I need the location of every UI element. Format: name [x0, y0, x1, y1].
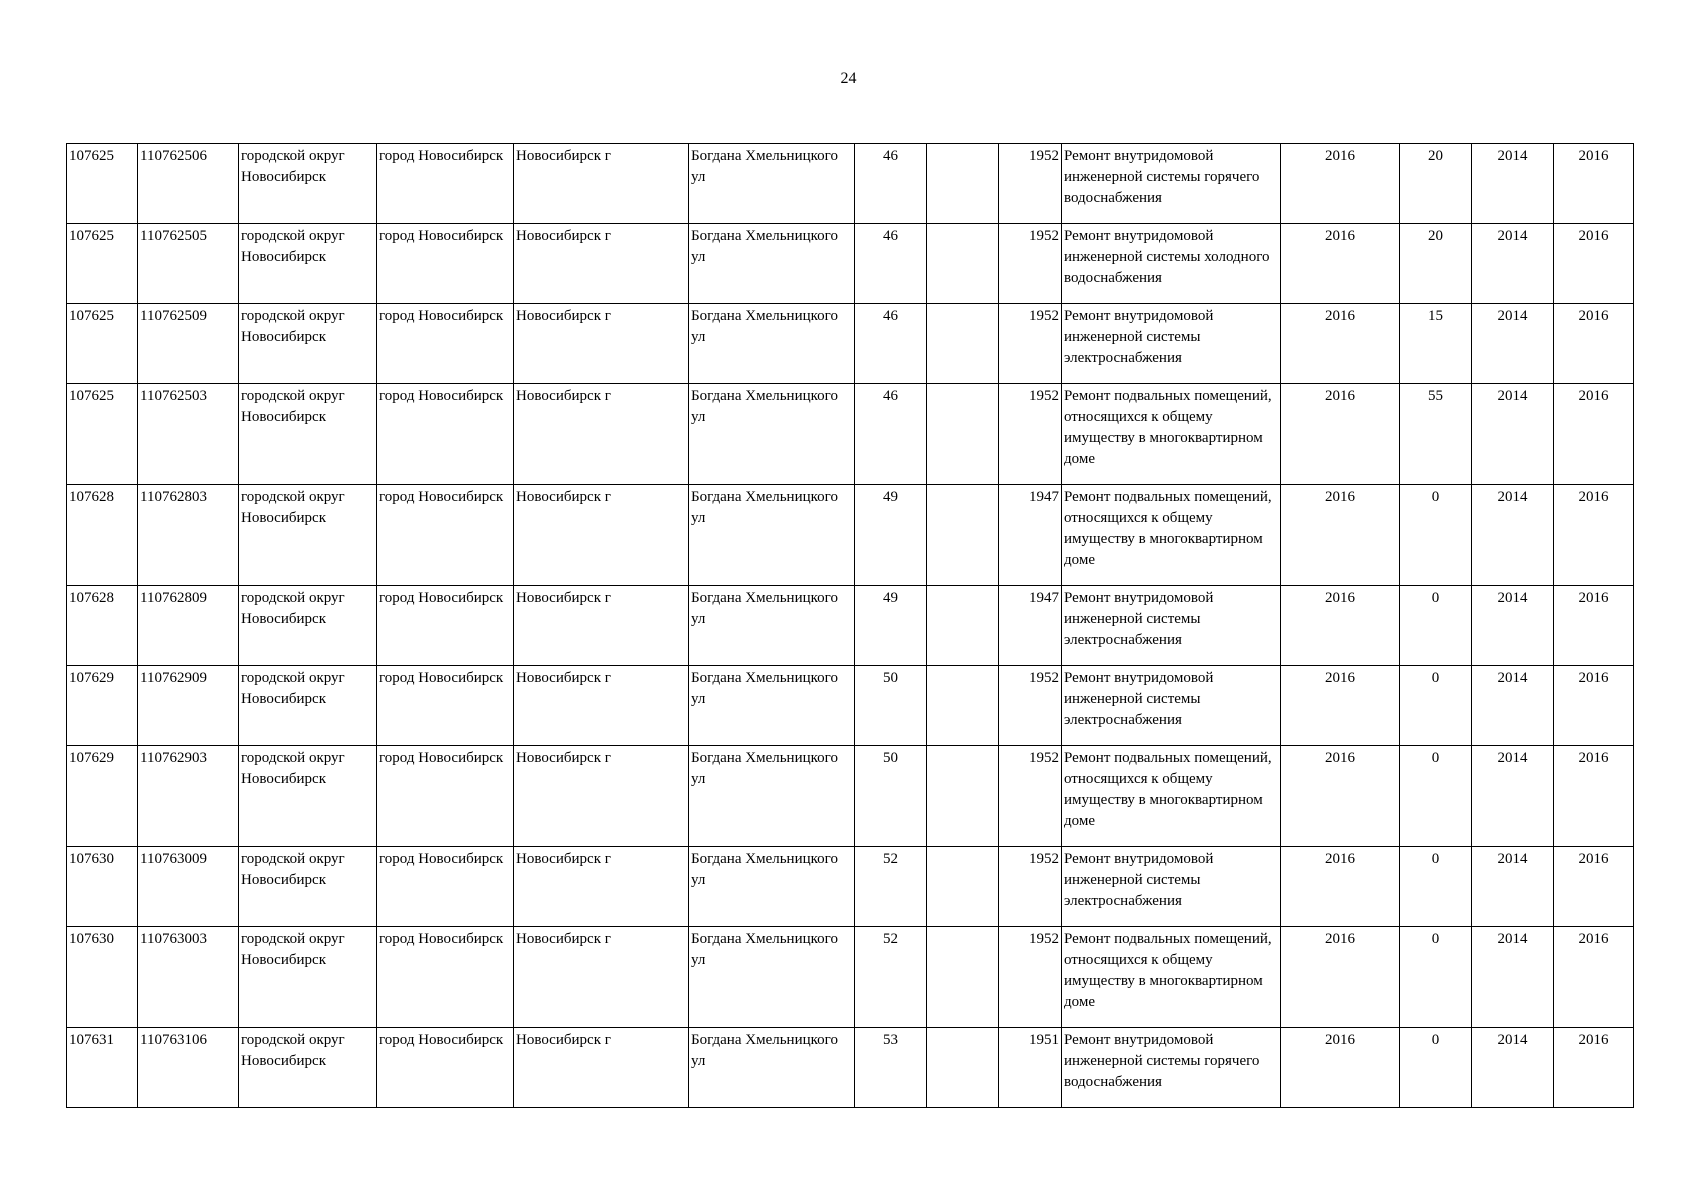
cell-wear: 0 — [1400, 485, 1472, 586]
cell-year-plan: 2016 — [1281, 927, 1400, 1028]
cell-code: 110762809 — [138, 586, 239, 666]
cell-code: 110762503 — [138, 384, 239, 485]
cell-district: городской округ Новосибирск — [239, 586, 377, 666]
cell-year-to: 2016 — [1554, 847, 1634, 927]
table-row — [67, 384, 1634, 485]
cell-year-plan: 2016 — [1281, 746, 1400, 847]
cell-year-from: 2014 — [1472, 847, 1554, 927]
cell-street: Богдана Хмельницкого ул — [689, 927, 855, 1028]
cell-year-to: 2016 — [1554, 304, 1634, 384]
cell-work: Ремонт внутридомовой инженерной системы холодного водоснабжения — [1062, 224, 1281, 304]
cell-settlement: город Новосибирск — [377, 927, 514, 1028]
cell-building — [927, 1028, 999, 1108]
cell-street: Богдана Хмельницкого ул — [689, 847, 855, 927]
cell-building — [927, 144, 999, 224]
cell-work: Ремонт внутридомовой инженерной системы горячего водоснабжения — [1062, 1028, 1281, 1108]
cell-wear: 20 — [1400, 144, 1472, 224]
cell-year-plan: 2016 — [1281, 144, 1400, 224]
cell-street: Богдана Хмельницкого ул — [689, 384, 855, 485]
cell-code: 110763106 — [138, 1028, 239, 1108]
cell-year-to: 2016 — [1554, 485, 1634, 586]
cell-locality: Новосибирск г — [514, 485, 689, 586]
cell-year-to: 2016 — [1554, 1028, 1634, 1108]
page-number: 24 — [840, 70, 857, 87]
cell-year-plan: 2016 — [1281, 586, 1400, 666]
cell-id: 107630 — [67, 847, 138, 927]
cell-wear: 0 — [1400, 746, 1472, 847]
cell-id: 107630 — [67, 927, 138, 1028]
cell-street: Богдана Хмельницкого ул — [689, 144, 855, 224]
cell-district: городской округ Новосибирск — [239, 847, 377, 927]
cell-id: 107628 — [67, 485, 138, 586]
cell-code: 110763003 — [138, 927, 239, 1028]
cell-street: Богдана Хмельницкого ул — [689, 586, 855, 666]
cell-code: 110762803 — [138, 485, 239, 586]
cell-locality: Новосибирск г — [514, 384, 689, 485]
cell-building — [927, 666, 999, 746]
cell-settlement: город Новосибирск — [377, 224, 514, 304]
cell-work: Ремонт внутридомовой инженерной системы горячего водоснабжения — [1062, 144, 1281, 224]
cell-year-built: 1952 — [999, 144, 1062, 224]
cell-building — [927, 304, 999, 384]
cell-year-from: 2014 — [1472, 746, 1554, 847]
cell-year-from: 2014 — [1472, 666, 1554, 746]
cell-building — [927, 485, 999, 586]
cell-code: 110762909 — [138, 666, 239, 746]
cell-wear: 0 — [1400, 1028, 1472, 1108]
cell-id: 107629 — [67, 666, 138, 746]
cell-house: 46 — [855, 224, 927, 304]
cell-work: Ремонт внутридомовой инженерной системы электроснабжения — [1062, 586, 1281, 666]
cell-house: 46 — [855, 304, 927, 384]
cell-settlement: город Новосибирск — [377, 746, 514, 847]
cell-year-from: 2014 — [1472, 927, 1554, 1028]
table-row — [67, 666, 1634, 746]
cell-wear: 0 — [1400, 927, 1472, 1028]
cell-year-from: 2014 — [1472, 304, 1554, 384]
cell-work: Ремонт внутридомовой инженерной системы электроснабжения — [1062, 666, 1281, 746]
cell-year-built: 1952 — [999, 746, 1062, 847]
cell-locality: Новосибирск г — [514, 746, 689, 847]
table-row — [67, 1028, 1634, 1108]
table-row — [67, 746, 1634, 847]
cell-year-built: 1952 — [999, 666, 1062, 746]
cell-code: 110762506 — [138, 144, 239, 224]
cell-settlement: город Новосибирск — [377, 847, 514, 927]
cell-street: Богдана Хмельницкого ул — [689, 1028, 855, 1108]
cell-building — [927, 746, 999, 847]
cell-building — [927, 586, 999, 666]
cell-street: Богдана Хмельницкого ул — [689, 224, 855, 304]
cell-locality: Новосибирск г — [514, 1028, 689, 1108]
cell-work: Ремонт подвальных помещений, относящихся к общему имуществу в многоквартирном доме — [1062, 485, 1281, 586]
cell-wear: 20 — [1400, 224, 1472, 304]
table-row — [67, 304, 1634, 384]
cell-code: 110762509 — [138, 304, 239, 384]
cell-locality: Новосибирск г — [514, 927, 689, 1028]
cell-district: городской округ Новосибирск — [239, 144, 377, 224]
cell-id: 107631 — [67, 1028, 138, 1108]
cell-id: 107625 — [67, 224, 138, 304]
cell-street: Богдана Хмельницкого ул — [689, 304, 855, 384]
cell-work: Ремонт внутридомовой инженерной системы электроснабжения — [1062, 847, 1281, 927]
cell-year-plan: 2016 — [1281, 847, 1400, 927]
cell-district: городской округ Новосибирск — [239, 746, 377, 847]
cell-id: 107628 — [67, 586, 138, 666]
cell-code: 110763009 — [138, 847, 239, 927]
cell-year-plan: 2016 — [1281, 304, 1400, 384]
table-row — [67, 485, 1634, 586]
cell-year-from: 2014 — [1472, 1028, 1554, 1108]
cell-year-to: 2016 — [1554, 144, 1634, 224]
table-row — [67, 847, 1634, 927]
cell-year-plan: 2016 — [1281, 1028, 1400, 1108]
cell-work: Ремонт подвальных помещений, относящихся к общему имуществу в многоквартирном доме — [1062, 384, 1281, 485]
cell-settlement: город Новосибирск — [377, 586, 514, 666]
cell-work: Ремонт подвальных помещений, относящихся к общему имуществу в многоквартирном доме — [1062, 746, 1281, 847]
cell-year-from: 2014 — [1472, 224, 1554, 304]
cell-year-plan: 2016 — [1281, 224, 1400, 304]
registry-table — [66, 143, 1634, 1108]
cell-year-to: 2016 — [1554, 384, 1634, 485]
cell-code: 110762505 — [138, 224, 239, 304]
cell-year-built: 1952 — [999, 224, 1062, 304]
table-row — [67, 144, 1634, 224]
cell-building — [927, 927, 999, 1028]
cell-wear: 0 — [1400, 847, 1472, 927]
cell-building — [927, 224, 999, 304]
cell-year-plan: 2016 — [1281, 485, 1400, 586]
table-row — [67, 586, 1634, 666]
cell-year-plan: 2016 — [1281, 384, 1400, 485]
cell-wear: 0 — [1400, 666, 1472, 746]
cell-year-built: 1952 — [999, 384, 1062, 485]
cell-work: Ремонт подвальных помещений, относящихся к общему имуществу в многоквартирном доме — [1062, 927, 1281, 1028]
cell-locality: Новосибирск г — [514, 586, 689, 666]
cell-id: 107625 — [67, 384, 138, 485]
cell-house: 53 — [855, 1028, 927, 1108]
cell-id: 107629 — [67, 746, 138, 847]
cell-street: Богдана Хмельницкого ул — [689, 666, 855, 746]
cell-settlement: город Новосибирск — [377, 384, 514, 485]
cell-house: 50 — [855, 666, 927, 746]
cell-year-built: 1947 — [999, 485, 1062, 586]
cell-street: Богдана Хмельницкого ул — [689, 485, 855, 586]
cell-settlement: город Новосибирск — [377, 144, 514, 224]
cell-locality: Новосибирск г — [514, 847, 689, 927]
cell-year-built: 1952 — [999, 847, 1062, 927]
cell-house: 50 — [855, 746, 927, 847]
table-row — [67, 927, 1634, 1028]
cell-year-to: 2016 — [1554, 666, 1634, 746]
cell-year-built: 1951 — [999, 1028, 1062, 1108]
cell-year-built: 1947 — [999, 586, 1062, 666]
cell-district: городской округ Новосибирск — [239, 927, 377, 1028]
cell-district: городской округ Новосибирск — [239, 485, 377, 586]
cell-house: 46 — [855, 384, 927, 485]
table-row — [67, 224, 1634, 304]
cell-year-plan: 2016 — [1281, 666, 1400, 746]
cell-wear: 0 — [1400, 586, 1472, 666]
cell-building — [927, 847, 999, 927]
cell-year-to: 2016 — [1554, 927, 1634, 1028]
cell-code: 110762903 — [138, 746, 239, 847]
cell-street: Богдана Хмельницкого ул — [689, 746, 855, 847]
cell-locality: Новосибирск г — [514, 224, 689, 304]
cell-year-from: 2014 — [1472, 485, 1554, 586]
cell-house: 49 — [855, 485, 927, 586]
cell-locality: Новосибирск г — [514, 144, 689, 224]
cell-settlement: город Новосибирск — [377, 666, 514, 746]
cell-year-built: 1952 — [999, 304, 1062, 384]
cell-settlement: город Новосибирск — [377, 485, 514, 586]
cell-id: 107625 — [67, 144, 138, 224]
cell-settlement: город Новосибирск — [377, 304, 514, 384]
cell-house: 46 — [855, 144, 927, 224]
cell-id: 107625 — [67, 304, 138, 384]
cell-district: городской округ Новосибирск — [239, 666, 377, 746]
cell-district: городской округ Новосибирск — [239, 384, 377, 485]
cell-wear: 55 — [1400, 384, 1472, 485]
cell-house: 49 — [855, 586, 927, 666]
cell-building — [927, 384, 999, 485]
cell-year-from: 2014 — [1472, 144, 1554, 224]
cell-work: Ремонт внутридомовой инженерной системы электроснабжения — [1062, 304, 1281, 384]
cell-year-from: 2014 — [1472, 384, 1554, 485]
cell-house: 52 — [855, 847, 927, 927]
cell-year-built: 1952 — [999, 927, 1062, 1028]
cell-wear: 15 — [1400, 304, 1472, 384]
cell-year-to: 2016 — [1554, 586, 1634, 666]
cell-year-from: 2014 — [1472, 586, 1554, 666]
cell-district: городской округ Новосибирск — [239, 1028, 377, 1108]
cell-district: городской округ Новосибирск — [239, 224, 377, 304]
cell-locality: Новосибирск г — [514, 666, 689, 746]
cell-house: 52 — [855, 927, 927, 1028]
cell-year-to: 2016 — [1554, 746, 1634, 847]
cell-locality: Новосибирск г — [514, 304, 689, 384]
cell-district: городской округ Новосибирск — [239, 304, 377, 384]
cell-year-to: 2016 — [1554, 224, 1634, 304]
cell-settlement: город Новосибирск — [377, 1028, 514, 1108]
